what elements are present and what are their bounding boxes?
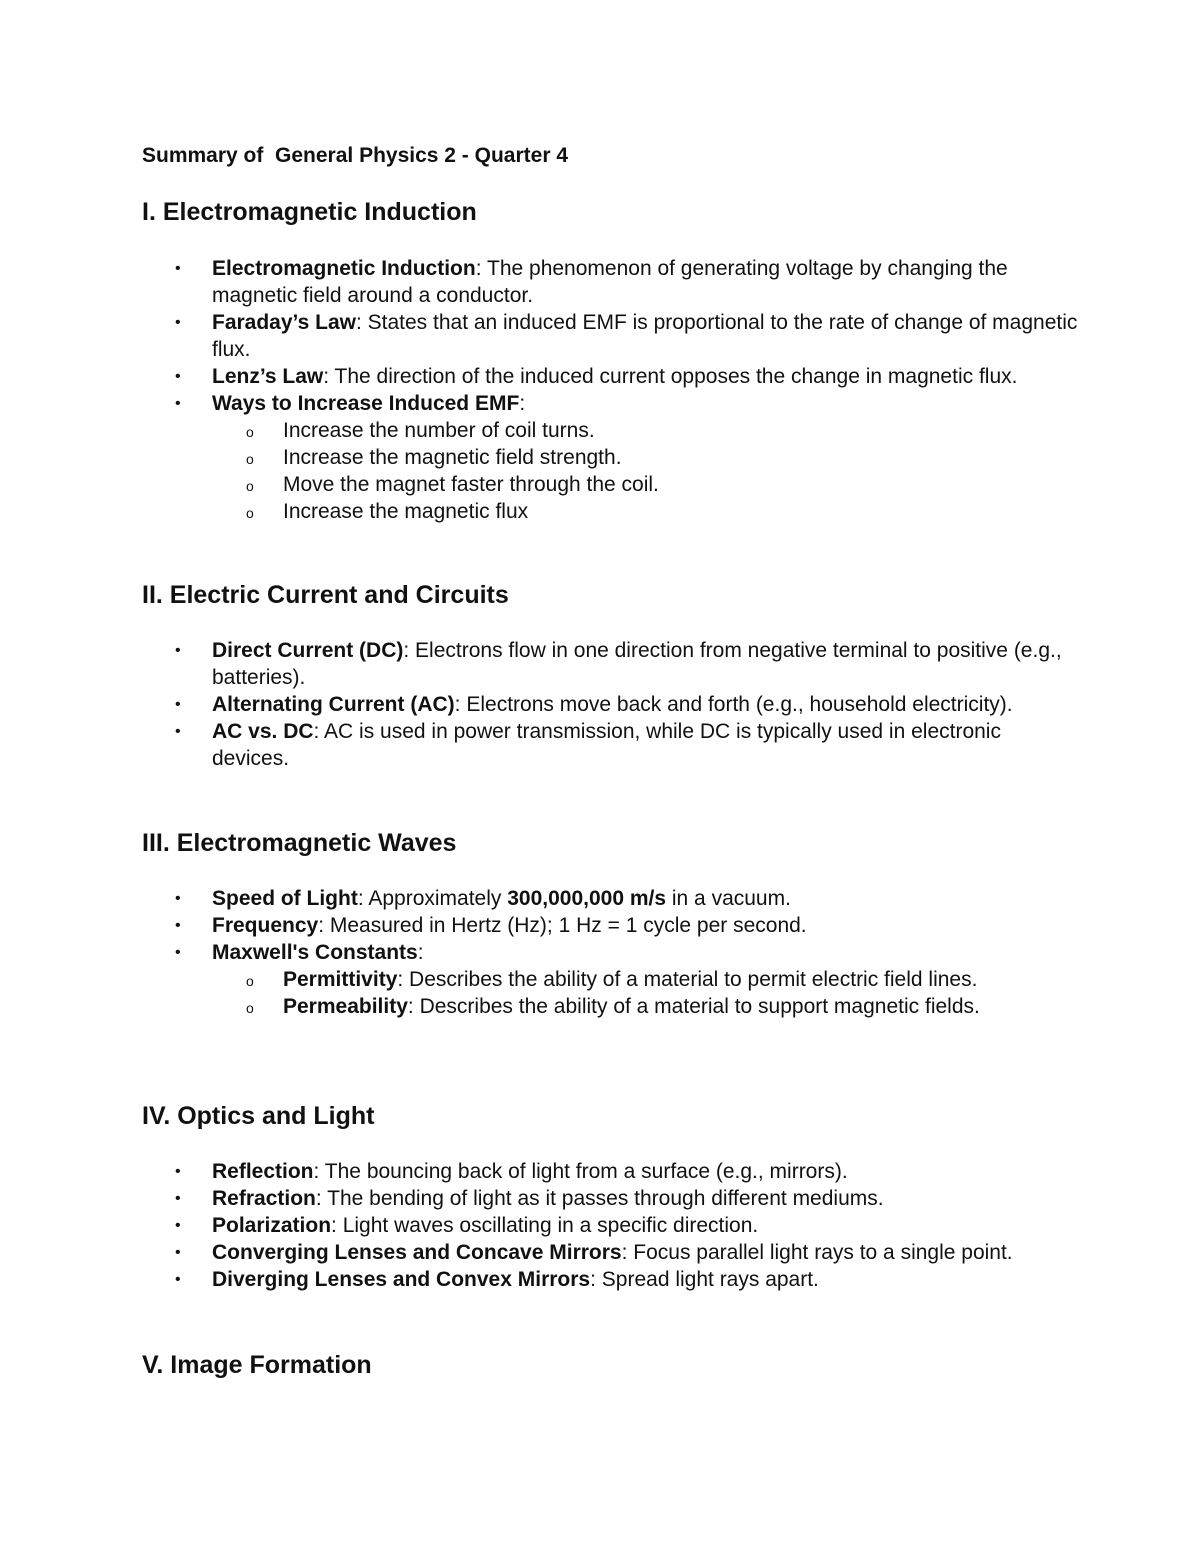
term-label: Ways to Increase Induced EMF (212, 392, 520, 415)
sub-item-text: : Describes the ability of a material to permit electric field lines. (397, 968, 978, 991)
term-label: Alternating Current (AC) (212, 693, 455, 716)
item-text: : The direction of the induced current opposes the change in magnetic flux. (323, 365, 1018, 388)
list-item (142, 309, 1082, 363)
bullet-icon: • (175, 1217, 181, 1234)
bullet-icon: • (175, 260, 181, 277)
section-heading-electromagnetic-waves: III. Electromagnetic Waves (142, 829, 457, 857)
term-label: Faraday’s Law (212, 311, 356, 334)
sub-item-text: Move the magnet faster through the coil. (283, 473, 659, 496)
list-item (142, 637, 1082, 691)
sub-item-text: Increase the magnetic flux (283, 500, 529, 523)
section-heading-optics-and-light: IV. Optics and Light (142, 1102, 375, 1130)
sub-list-item (212, 498, 1082, 525)
term-label: Maxwell's Constants (212, 941, 418, 964)
bullet-icon: • (175, 314, 181, 331)
sub-bullet-icon: o (246, 451, 254, 467)
list-item (142, 255, 1082, 309)
list-item (142, 1158, 1082, 1185)
bullet-icon: • (175, 1244, 181, 1261)
term-label: AC vs. DC (212, 720, 314, 743)
sub-bullet-icon: o (246, 505, 254, 521)
list-item (142, 939, 1082, 1020)
item-text: : Spread light rays apart. (590, 1268, 819, 1291)
sub-list-item (212, 471, 1082, 498)
list-item (142, 718, 1082, 772)
list-item (142, 390, 1082, 525)
section-heading-image-formation: V. Image Formation (142, 1351, 372, 1379)
item-text: : Approximately (357, 887, 508, 910)
item-text: : Light waves oscillating in a specific direction. (331, 1214, 759, 1237)
item-text: : Measured in Hertz (Hz); 1 Hz = 1 cycle per second. (318, 914, 807, 937)
section-heading-electromagnetic-induction: I. Electromagnetic Induction (142, 198, 477, 226)
term-label: Frequency (212, 914, 319, 937)
term-label: Reflection (212, 1160, 314, 1183)
bullet-icon: • (175, 1271, 181, 1288)
item-text: : (417, 941, 424, 964)
term-label: Polarization (212, 1214, 332, 1237)
sub-list (212, 966, 1082, 1020)
item-text: : The bouncing back of light from a surface (e.g., mirrors). (313, 1160, 848, 1183)
term-label: Diverging Lenses and Convex Mirrors (212, 1268, 591, 1291)
sub-item-text: Increase the number of coil turns. (283, 419, 595, 442)
term-label: Speed of Light (212, 887, 358, 910)
bullet-icon: • (175, 368, 181, 385)
term-label: Refraction (212, 1187, 316, 1210)
item-text: : Focus parallel light rays to a single point. (621, 1241, 1013, 1264)
list-item (142, 691, 1082, 718)
section-list-electromagnetic-induction (142, 255, 1082, 525)
sub-item-text: : Describes the ability of a material to support magnetic fields. (407, 995, 980, 1018)
list-item (142, 1266, 1082, 1293)
list-item (142, 1212, 1082, 1239)
term-label: Direct Current (DC) (212, 639, 404, 662)
term-label: Converging Lenses and Concave Mirrors (212, 1241, 622, 1264)
section-list-optics-and-light (142, 1158, 1082, 1293)
sub-bullet-icon: o (246, 973, 254, 989)
bullet-icon: • (175, 723, 181, 740)
bullet-icon: • (175, 890, 181, 907)
item-text-after: in a vacuum. (666, 887, 791, 910)
item-text: : States that an induced EMF is proportional to the rate of change of magnetic flux. (212, 311, 1078, 361)
sub-list-item (212, 444, 1082, 471)
document-title: Summary of General Physics 2 - Quarter 4 (142, 144, 569, 167)
term-label: Lenz’s Law (212, 365, 324, 388)
bullet-icon: • (175, 642, 181, 659)
list-item (142, 912, 1082, 939)
sub-list-item (212, 966, 1082, 993)
bullet-icon: • (175, 1190, 181, 1207)
section-heading-electric-current: II. Electric Current and Circuits (142, 581, 509, 609)
sub-list (212, 417, 1082, 525)
section-list-electric-current (142, 637, 1082, 772)
sub-item-text: Increase the magnetic field strength. (283, 446, 622, 469)
term-label: Electromagnetic Induction (212, 257, 476, 280)
sub-list-item (212, 417, 1082, 444)
sub-bullet-icon: o (246, 424, 254, 440)
section-list-electromagnetic-waves (142, 885, 1082, 1020)
sub-term-label: Permeability (283, 995, 408, 1018)
bullet-icon: • (175, 944, 181, 961)
bullet-icon: • (175, 1163, 181, 1180)
item-text: : Electrons move back and forth (e.g., household electricity). (454, 693, 1013, 716)
sub-list-item (212, 993, 1082, 1020)
list-item (142, 1185, 1082, 1212)
list-item (142, 363, 1082, 390)
sub-bullet-icon: o (246, 478, 254, 494)
item-text: : The phenomenon of generating voltage by changing the magnetic field around a conductor. (212, 257, 1008, 307)
list-item (142, 885, 1082, 912)
sub-bullet-icon: o (246, 1000, 254, 1016)
item-text: : Electrons flow in one direction from negative terminal to positive (e.g., batteries). (212, 639, 1062, 689)
item-text: : AC is used in power transmission, while DC is typically used in electronic devices. (212, 720, 1001, 770)
item-text: : (519, 392, 526, 415)
sub-term-label: Permittivity (283, 968, 398, 991)
item-text: : The bending of light as it passes through different mediums. (315, 1187, 884, 1210)
list-item (142, 1239, 1082, 1266)
bullet-icon: • (175, 395, 181, 412)
bullet-icon: • (175, 696, 181, 713)
speed-value: 300,000,000 m/s (507, 887, 667, 910)
bullet-icon: • (175, 917, 181, 934)
